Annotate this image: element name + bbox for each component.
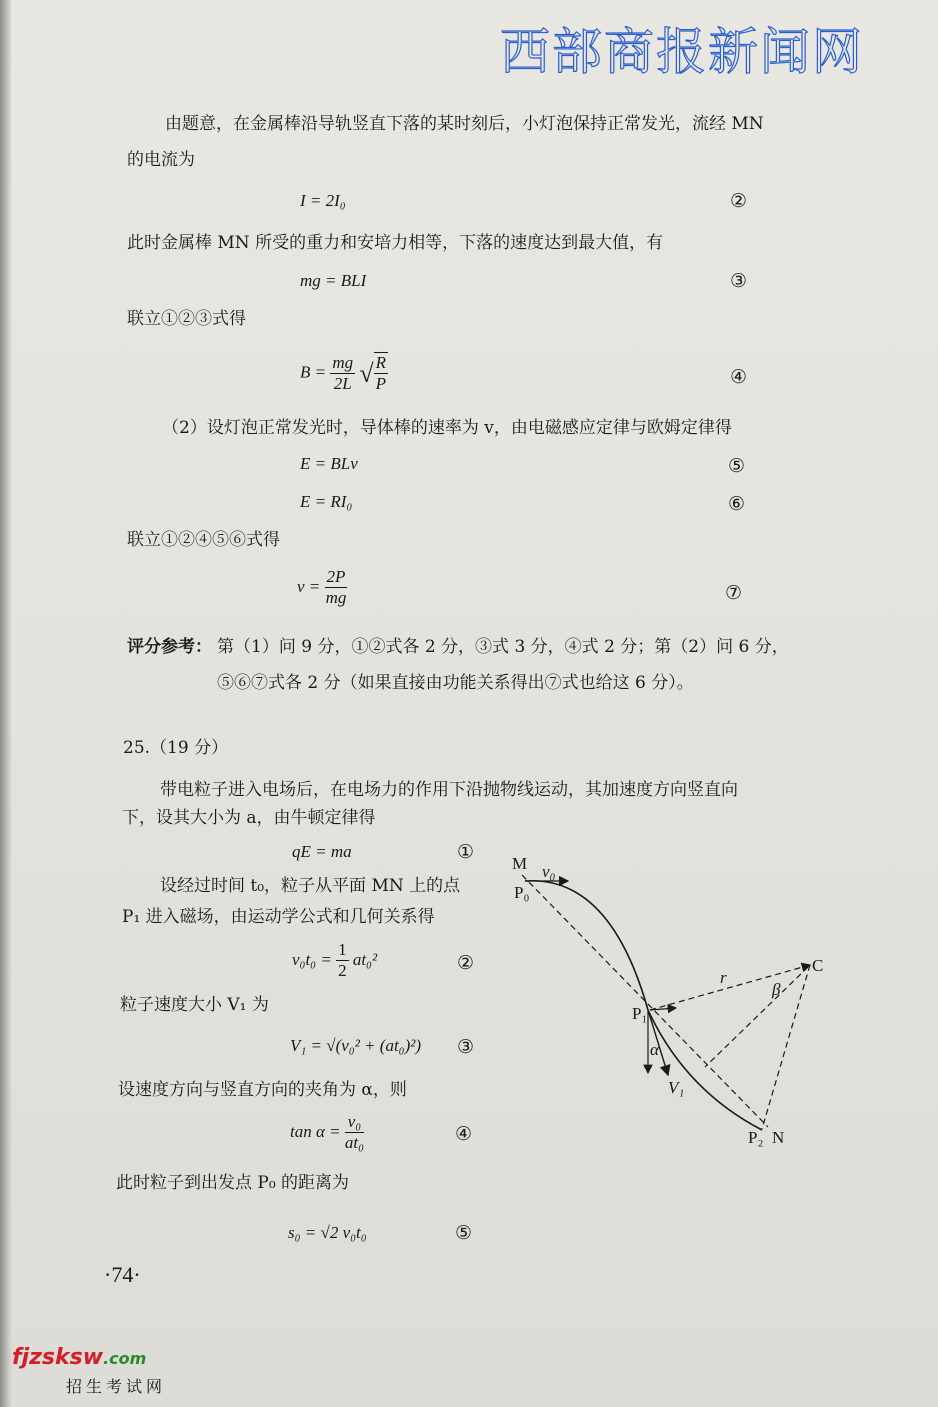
question-25-heading: 25.（19 分） [123,738,229,758]
radius-P1-C [650,965,810,1010]
arc-trajectory [648,1010,762,1130]
label-r: r [720,968,727,987]
q25-line-4: P₁ 进入磁场，由运动学公式和几何关系得 [122,907,435,927]
q25-line-5: 粒子速度大小 V₁ 为 [120,995,269,1015]
equation-kin-den: 2 [338,961,347,981]
score-label: 评分参考： [127,637,212,657]
equation-tan-alpha [290,1112,364,1154]
equation-B-lhs: B = [300,362,327,382]
equation-tan-numerator: v₀ [345,1112,364,1133]
label-v0: v₀ [542,862,556,881]
equation-current: I = 2I₀ [300,191,346,210]
label-beta: β [772,980,781,999]
label-P2: P₂ [748,1128,764,1147]
score-line-2: ⑤⑥⑦式各 2 分（如果直接由功能关系得出⑦式也给这 6 分）。 [217,673,694,693]
label-N: N [772,1128,785,1147]
q25-number-4: ④ [455,1123,473,1145]
equation-B-fraction [330,353,355,395]
equation-B-numerator: mg [330,353,355,374]
radius-C-P2 [762,965,810,1129]
site-subtitle: 招生考试网 [66,1377,167,1396]
equation-number-4: ④ [730,366,748,388]
site-logo [12,1345,146,1370]
equation-v-lhs: v = [297,576,321,596]
binding-edge [0,0,12,1407]
sqrt-sign: √ [359,358,374,388]
equation-number-7: ⑦ [725,582,743,604]
label-M: M [512,854,528,873]
equation-B-radicand-num: R [374,353,388,374]
q25-line-6: 设速度方向与竖直方向的夹角为 α，则 [118,1080,407,1100]
equation-emf: E = BLv [300,454,358,473]
equation-v-numerator: 2P [325,567,348,588]
para-1-line-2: 的电流为 [127,150,195,170]
label-P0: P₀ [514,883,530,902]
site-logo-suffix: .com [103,1349,147,1368]
equation-kin-half [336,940,349,982]
equation-force-balance: mg = BLI [300,271,367,290]
equation-B [300,352,388,395]
label-alpha: α [650,1040,659,1059]
para-3: 联立①②③式得 [127,309,246,329]
para-5: 联立①②④⑤⑥式得 [127,530,280,550]
equation-kin-lhs: v₀t₀ = [292,949,332,969]
equation-tan-lhs: tan α = [290,1121,341,1141]
equation-B-denominator: 2L [333,373,352,393]
equation-tan-fraction [345,1112,364,1154]
equation-s0: s₀ = √2 v₀t₀ [288,1223,367,1242]
trajectory-diagram [500,845,840,1155]
q25-line-1: 带电粒子进入电场后，在电场力的作用下沿抛物线运动，其加速度方向竖直向 [160,780,738,800]
equation-number-2: ② [730,190,748,212]
q25-line-3: 设经过时间 t₀，粒子从平面 MN 上的点 [160,876,461,896]
para-2: 此时金属棒 MN 所受的重力和安培力相等，下落的速度达到最大值，有 [127,233,664,253]
para-1-line-1: 由题意，在金属棒沿导轨竖直下落的某时刻后，小灯泡保持正常发光，流经 MN [165,114,764,134]
q25-line-7: 此时粒子到出发点 P₀ 的距离为 [116,1173,350,1193]
equation-v-denominator: mg [325,588,347,608]
q25-number-2: ② [457,952,475,974]
page-number: ·74· [104,1262,141,1287]
equation-V1: V₁ = √(v₀² + (at₀)²) [290,1036,421,1055]
score-line-1: 第（1）问 9 分，①②式各 2 分，③式 3 分，④式 2 分；第（2）问 6 分， [217,637,789,657]
equation-number-3: ③ [730,270,748,292]
q25-number-1: ① [457,841,475,863]
equation-qE: qE = ma [292,842,352,861]
equation-number-5: ⑤ [728,455,746,477]
equation-number-6: ⑥ [728,493,746,515]
para-4: （2）设灯泡正常发光时，导体棒的速率为 v，由电磁感应定律与欧姆定律得 [162,418,732,438]
equation-ohm: E = RI₀ [300,492,353,511]
q25-number-3: ③ [457,1036,475,1058]
label-C: C [812,956,824,975]
equation-tan-denominator: at₀ [344,1133,365,1153]
q25-number-5: ⑤ [455,1222,473,1244]
watermark: 西部商报新闻网 [500,23,864,81]
site-logo-text: fjzsksw [12,1345,104,1370]
equation-B-radicand-den: P [375,374,387,394]
equation-v-fraction [325,567,348,609]
equation-velocity [297,567,347,609]
equation-B-radicand [374,352,388,395]
equation-kinematics [292,940,377,982]
equation-kin-num: 1 [336,940,349,961]
equation-kin-rhs: at₀² [352,949,378,969]
parabola-trajectory [525,881,648,1010]
label-V1: V₁ [668,1078,685,1097]
q25-line-2: 下，设其大小为 a，由牛顿定律得 [122,808,376,828]
label-P1: P₁ [632,1004,648,1023]
